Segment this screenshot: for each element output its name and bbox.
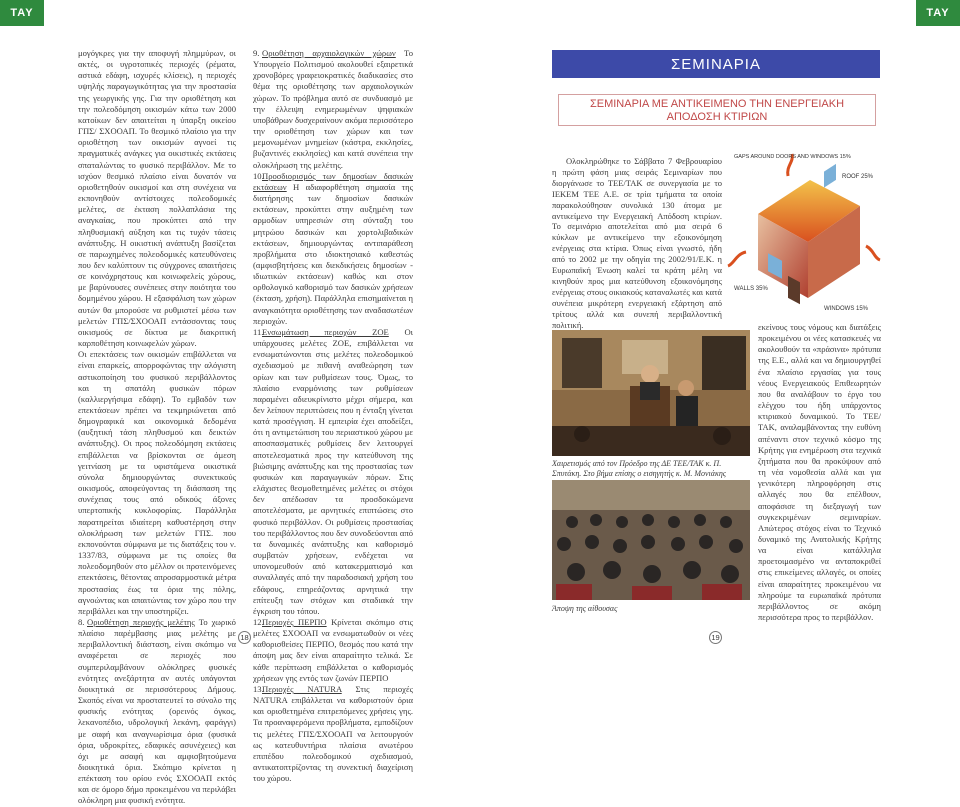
audience-photo-graphic <box>552 480 750 600</box>
left-column-paragraph <box>78 48 236 349</box>
house-heat-loss-graphic <box>728 150 880 316</box>
heat-arrow-window <box>866 246 880 260</box>
window-side-shape <box>824 164 836 188</box>
label-walls: WALLS 35% <box>734 286 768 292</box>
seminar-subtitle-line2: ΑΠΟΔΟΣΗ ΚΤΙΡΙΩΝ <box>666 111 768 123</box>
label-gaps: GAPS AROUND DOORS AND WINDOWS 15% <box>734 154 851 160</box>
seminar-intro-paragraph-1: Ολοκληρώθηκε το Σάββατο 7 Φεβρουαρίου η πρώτη φάση μιας σειράς Σεμιναρίων που διοργάνωσε το ΤΕΕ/ΤΑΚ σε συνεργασία με το ΙΕΚΕΜ ΤΕΕ Α.Ε. σε τρία τμήματα τα οποία παρακολούθησαν συνολικά 130 άτομα με αντικείμενο την Ενεργειακή Απόδοση κτιρίων. Το σεμινάριο αποτελείται από μια σειρά 6 κύκλων με αντικείμενο την εξοικονόμηση ενέργειας στα κτίρια. Όπως είναι γνωστό, ήδη από το 2002 με την οδηγία της 2002/91/Ε.Κ. η Ευρωπαϊκή Ένωση καλεί τα κράτη μέλη να κινηθούν προς μια κατεύθυνση εξοικονόμησης ενέργειας στους οικιακούς καταναλωτές και κατά συνέπεια μικρότερη ενεργειακή εξάρτηση από τρίτους αλλά και συνεπή περιβαλλοντική πολιτική. <box>552 156 722 330</box>
middle-column-paragraph <box>253 327 413 617</box>
left-column-body-text: μογόγκρες για την αποφυγή πλημμύρων, οι ακτές, οι υγροτοπικές περιοχές (ρέματα, αστικά εδάφη, ισχυρές κλίσεις), η περιοχές υψηλής παραγωγικότητας για την προστασία της γεωργικής γης. Για την οριοθέτηση και την πολεοδόμηση οικισμών κάτω των 2000 κατοίκων δεν απαιτείται η ύπαρξη οικείου ΓΠΣ/ ΣΧΟΟΑΠ. Το θεσμικό πλαίσιο για την οριοθέτηση των οικισμών αγνοεί τις πραγματικές ανάγκες για οικιστικές εκτάσεις σπαταλώντας το φυσικό περιβάλλον. Με το ισχύον θεσμικό πλαίσιο είναι δυνατόν να οριοθετηθούν οικισμοί και στη συνέχεια να εκπονηθούν αντίστοιχες πολεοδομικές μελέτες, σε έκταση πολλαπλάσια της αναγκαίας, που προκύπτει από την πληθυσμιακή αύξηση και τις τυχόν τάσεις ανάπτυξης. Η οικιστική ανάπτυξη βασίζεται σε παρωχημένες πολεοδομικές κατευθύνσεις που δεν καλύπτουν τις σύγχρονες απαιτήσεις σε κοινόχρηστους και κοινωφελείς χώρους, με βαρύνουσες συνέπειες στην ποιότητα του δομημένου χώρου. Η εξασφάλιση των χώρων αυτών θα μπορούσε να ρυθμιστεί μέσω των μελετών ΓΠΣ/ΣΧΟΟΑΠ εντάσσοντας τους οικισμούς σε δίκτυα με διακριτική καρποθέτηση κοινωφελών χώρων. <box>78 48 236 349</box>
middle-column-section-number: 10. <box>253 170 264 181</box>
seminar-continuation-text: εκείνους τους νόμους και διατάξεις προκειμένου οι νέες κατασκευές να ακολουθούν τα «πράσινα» πρότυπα της Ε.Ε., αλλά και να δημιουργηθεί ένα πλαίσιο εργασίας για τους νέους Ενεργειακούς Επιθεωρητών που θα αναλάβουν το έργο του ελέγχου του ήδη υπάρχοντος κτιριακού δυναμικού. Το ΤΕΕ/ΤΑΚ, αναλαμβάνοντας την ευθύνη απέναντι στον τεχνικό κόσμο της Κρήτης για ενημέρωση στα τεχνικά ζητήματα που θα προκύψουν από τη νέα νομοθεσία αλλά και για γενικότερη πληροφόρηση στις αλλαγές που θα επέλθουν, αποφάσισε τη διεξαγωγή των συγκεκριμένων σεμιναρίων. Απώτερος στόχος είναι το Τεχνικό δυναμικό της Ανατολικής Κρήτης να είναι κατάλληλα προετοιμασμένο να ανταποκριθεί στις επικείμενες αλλαγές, οι οποίες είναι απαραίτητες προκειμένου να πληρούμε τα ευρωπαϊκά πρότυπα περιβάλλοντος σε ακόμη περισσότερα προς το περιβάλλον. <box>758 322 881 623</box>
seminar-continuation-column <box>758 322 881 628</box>
left-column-paragraph <box>78 349 236 617</box>
middle-column-paragraph <box>253 171 413 327</box>
middle-column-body-text: Στις περιοχές NATURA επιβάλλεται να καθοριστούν όρια και οριοθετημένα επιτρεπόμενες χρήσεις γης. Τα προαναφερόμενα προβλήματα, εμποδίζουν τις μελέτες ΓΠΣ/ΣΧΟΟΑΠ να λειτουργούν ως κατευθυντήρια πλαίσια ανωτέρου επιπέδου πολεοδομικού σχεδιασμού, αντικατοπτρίζοντας τη συνεκτική διαχείριση του χώρου. <box>253 683 413 784</box>
label-roof: ROOF 25% <box>842 174 874 180</box>
speaker-photo-caption: Χαιρετισμός από τον Πρόεδρο της ΔΕ ΤΕΕ/ΤΑΚ κ. Π. Σπυτάκη. Στο βήμα επίσης ο εισηγητής κ. Μ. Μονιάκης <box>552 459 727 478</box>
left-column-section-number: 8. <box>78 616 85 627</box>
middle-column-paragraph <box>253 617 413 684</box>
middle-column-section-heading: Προσδιορισμός των δημοσίων δασικών εκτάσεων <box>253 170 413 192</box>
section-tab-right: ΤΑΥ <box>916 0 960 26</box>
middle-column-section-heading: Περιοχές NATURA <box>262 683 342 694</box>
page-number-right: 19 <box>709 631 722 644</box>
seminar-banner: ΣΕΜΙΝΑΡΙΑ <box>552 50 880 78</box>
middle-column-section-number: 13. <box>253 683 264 694</box>
speaker-photo-graphic <box>552 330 750 456</box>
audience-photo <box>552 480 750 600</box>
page-number-left: 18 <box>238 631 251 644</box>
middle-column-body-text: Η αδιαφορθέτηση σημασία της διατήρησης των δημοσίων δασικών εκτάσεων, προκύπτει στην αυξημένη των αρμοδίων υπηρεσιών στη σύνταξη του μητρώου δασικών και χορτολιβαδικών εκτάσεων, δημιουργώντας αντιπαράθεση προβλήματα στο ιδιοκτησιακό καθεστώς (αμφισβητήσεις και διεκδικήσεις δημοσίων - ιδιωτικών εκτάσεων) καθώς και στον ορθολογικό καθορισμό των δασικών χρήσεων (έκταση, χρήση). Παράλληλα επισημαίνεται η αναγκαιότητα οριοθέτησης των αναδασωτέων περιοχών. <box>253 181 413 326</box>
middle-column-paragraph <box>253 48 413 171</box>
middle-column-body-text: Το Υπουργείο Πολιτισμού ακολουθεί εξαιρετικά χρονοβόρες γραφειοκρατικές διαδικασίες στο θέμα της οριοθέτησης των αρχαιολογικών χώρων. Το πρόβλημα αυτό σε συνδυασμό με την έλλειψη ενημερωμένων ψηφιακών υποβάθρων δυσχεραίνουν ακόμα περισσότερο την οριοθέτηση των χώρων και των μεμονωμένων μνημείων (κάστρα, εκκλησίες, βυζαντινές εκκλησίες) και κατά συνέπεια την ολοκλήρωση της μελέτης. <box>253 48 413 170</box>
left-column-paragraph <box>78 617 236 807</box>
middle-column-section-number: 12. <box>253 616 264 627</box>
middle-column-body-text: Κρίνεται σκόπιμο στις μελέτες ΣΧΟΟΑΠ να ενσωματωθούν οι νέες καθορισθείσες ΠΕΡΠΟ, θεσμός που κατά την άποψη μας δεν είναι απαραίτητο τελικά. Σε κάθε περίπτωση επιβάλλεται ο καθορισμός χρήσεων γης εντός των ζωνών ΠΕΡΠΟ <box>253 616 413 683</box>
heat-arrow-wall <box>728 252 746 266</box>
speaker-photo <box>552 330 750 456</box>
article-column-middle <box>253 48 413 784</box>
seminar-intro-text <box>552 156 722 330</box>
left-column-body-text: Το χωρικό πλαίσιο παρέμβασης μιας μελέτης με περιβαλλοντική διάσταση, είναι σκόπιμο να αναφέρεται σε περιοχές που συμπεριλαμβάνουν ολόκληρες φυσικές ενότητες ανεξάρτητα αν αυτές υπάγονται διοικητικά σε περισσότερους Δήμους. Σκοπός είναι να προστατευτεί το σύνολο της φυσικής ενότητας (ορεινός όγκος, λεκανοπέδιο, υδρολογική λεκάνη, φαράγγι) με σαφή και αναγνωρίσιμα όρια (φυσικά όρια, υδροκρίτες, εδαφικές ασυνέχειες) και όχι με ασαφή και αμφισβητούμενα διοικητικά όρια. Σκόπιμο κρίνεται η επέκταση του ορίου ενός ΣΧΟΟΑΠ εκτός και σε όμορο δήμο προκειμένου να περιλάβει ολόκληρη μια φυσική ενότητα. <box>78 616 236 806</box>
house-heat-loss-illustration <box>728 150 880 316</box>
article-column-left <box>78 48 236 806</box>
middle-column-body-text: Οι υπάρχουσες μελέτες ΖΟΕ, επιβάλλεται να ενσωματώνονται στις μελέτες πολεοδομικού σχεδιασμού με πιθανή αναθεώρηση των ορίων και των ρυθμίσεων τους. Όμως, το πλαίσιο εναρμόνισης των ρυθμίσεων παραμένει αδιευκρίνιστο μέχρι σήμερα, και δεν λείπουν περιπτώσεις που η ένταξη γίνεται κατά προσέγγιση. Η εμπειρία έχει αποδείξει, ότι η αντιμετώπιση του περιαστικού χώρου με αποσπασματικές ρυθμίσεις δεν λειτουργεί αποτελεσματικά προς την κατεύθυνση της βιώσιμης ανάπτυξης και της προστασίας των φυσικών και παραγωγικών πόρων. Στις ελάχιστες θεσμοθετημένες μελέτες οι στόχοι δεν απέδωσαν τα προσδοκώμενα αποτελέσματα, με αρνητικές επιπτώσεις στο φυσικό περιβάλλον. Οι ρυθμίσεις προστασίας του περιβάλλοντος που δεν συνοδεύονται από τα δυναμικές ανάπτυξης και καθορισμό συμβατών χρήσεων, ενδέχεται να υπονομευθούν από κατακερματισμό και συναλλαγές από την παραδοσιακή χρήση του εδάφους, επηρεάζοντας αρνητικά την επίτευξη των στόχων και σταδιακά την έγκριση του τόπου. <box>253 326 413 616</box>
middle-column-paragraph <box>253 684 413 784</box>
section-tab-left: ΤΑΥ <box>0 0 44 26</box>
label-windows: WINDOWS 15% <box>824 306 869 312</box>
middle-column-section-number: 9. <box>253 48 260 58</box>
left-column-section-heading: Οριοθέτηση περιοχής μελέτης <box>87 616 195 627</box>
middle-column-section-heading: Περιοχές ΠΕΡΠΟ <box>262 616 327 627</box>
middle-column-section-heading: Οριοθέτηση αρχαιολογικών χώρων <box>262 48 396 58</box>
middle-column-section-number: 11. <box>253 326 264 337</box>
left-column-body-text: Οι επεκτάσεις των οικισμών επιβάλλεται να είναι επαρκείς, απορροφώντας την αλόγιστη αστικοποίηση του φυσικού περιβάλλοντος και τη σπατάλη φυσικών πόρων (καλλιεργήσιμα εδάφη). Το εμβαδόν των επεκτάσεων πρέπει να τεκμηριώνεται από δημογραφικά και οικονομικά δεδομένα (αυξητική τάση πληθυσμού και δεικτών ανάπτυξης). Οι προς πολεοδόμηση εκτάσεις επιβάλλεται να βρίσκονται σε άμεση γειτνίαση με τα υφιστάμενα οικιστικά σύνολα δημιουργώντας συνεκτικούς οικισμούς, αποφεύγοντας τη διάσπαση της συνέχειας τους από οδικούς άξονες υπερτοπικής κυκλοφορίας. Παράλληλα παρατηρείται ιδιαίτερη καθυστέρηση στην ολοκλήρωση των μελετών ΓΠΣ. που εκπονούνται σύμφωνα με τις διατάξεις του ν. 1337/83, σύμφωνα με τις οποίες θα πολεοδομηθούν στο μέλλον οι προτεινόμενες επεκτάσεις, θέτοντας απροσαρμοστικά μέτρα προστασίας έως τα όρια της πόλης, αγνοώντας και απαιτώντας τον χώρο που την περιβάλλει και την υποστηρίζει. <box>78 349 236 616</box>
middle-column-section-heading: Ενσωμάτωση περιοχών ΖΟΕ <box>262 326 389 337</box>
seminar-subtitle-line1: ΣΕΜΙΝΑΡΙΑ ΜΕ ΑΝΤΙΚΕΙΜΕΝΟ ΤΗΝ ΕΝΕΡΓΕΙΑΚΗ <box>589 98 845 110</box>
audience-photo-caption: Άποψη της αίθουσας <box>552 604 618 613</box>
seminar-subtitle <box>558 94 876 126</box>
